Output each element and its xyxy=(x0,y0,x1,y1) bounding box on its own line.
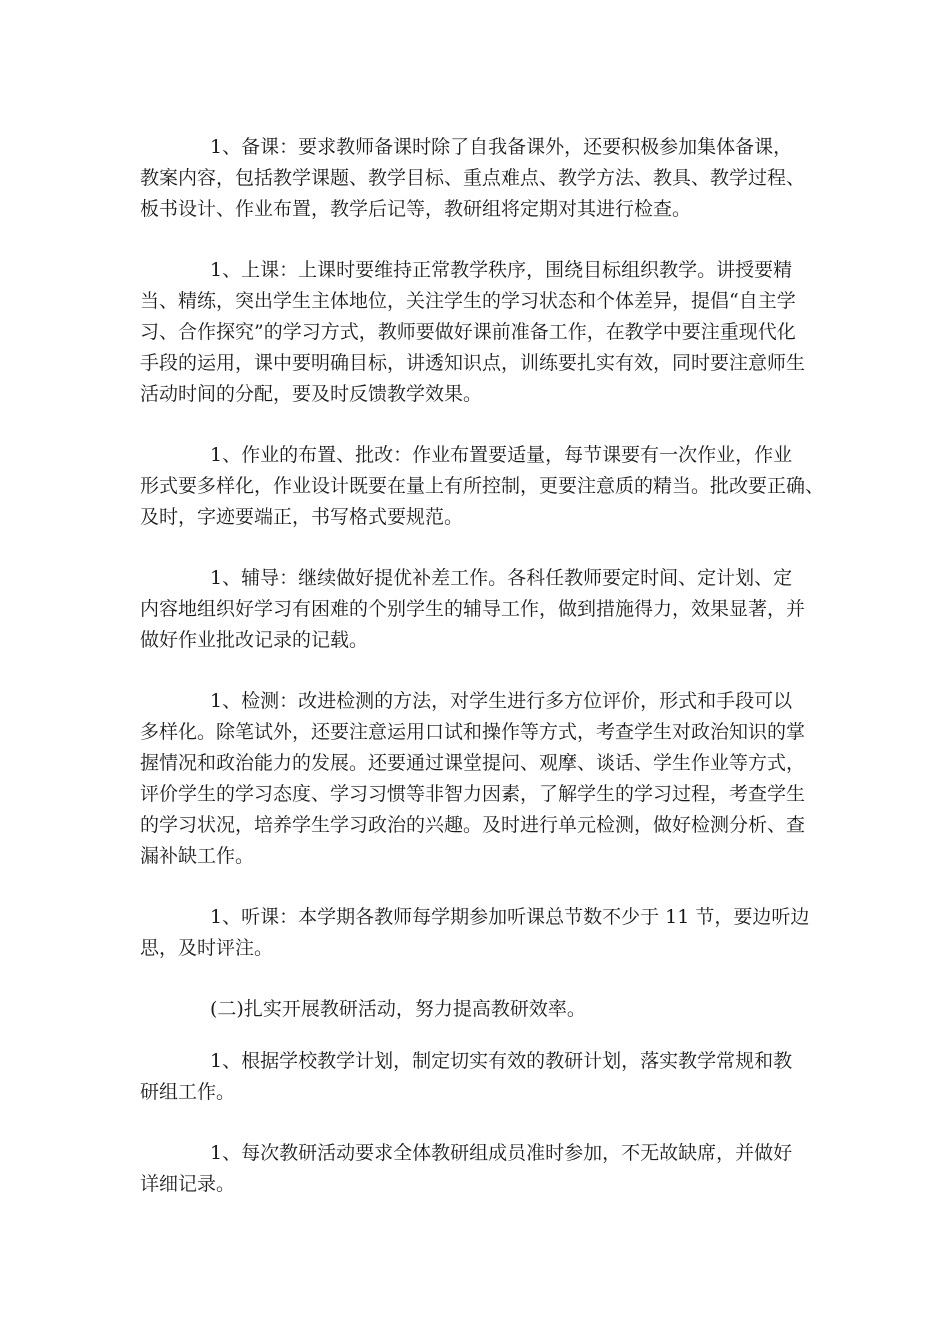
text-line: 习、合作探究”的学习方式，教师要做好课前准备工作，在教学中要注重现代化 xyxy=(140,321,796,343)
paragraph-teaching xyxy=(140,255,830,410)
text-line: 多样化。除笔试外，还要注意运用口试和操作等方式，考查学生对政治知识的掌 xyxy=(140,721,806,743)
text-line: 研组工作。 xyxy=(140,1081,236,1103)
paragraph-lesson-observation xyxy=(140,902,830,964)
text-line: 板书设计、作业布置，教学后记等，教研组将定期对其进行检查。 xyxy=(140,198,692,220)
paragraph-testing xyxy=(140,686,830,872)
paragraph-homework xyxy=(140,440,830,533)
text-line: 1、听课：本学期各教师每学期参加听课总节数不少于 11 节，要边听边 xyxy=(210,906,810,928)
text-line: 1、每次教研活动要求全体教研组成员准时参加，不无故缺席，并做好 xyxy=(210,1142,793,1164)
text-line: (二)扎实开展教研活动，努力提高教研效率。 xyxy=(210,998,586,1020)
text-line: 当、精练，突出学生主体地位，关注学生的学习状态和个体差异，提倡“自主学 xyxy=(140,290,796,312)
text-line: 及时，字迹要端正，书写格式要规范。 xyxy=(140,506,464,528)
text-line: 1、辅导：继续做好提优补差工作。各科任教师要定时间、定计划、定 xyxy=(210,567,793,589)
text-line: 握情况和政治能力的发展。还要通过课堂提问、观摩、谈话、学生作业等方式， xyxy=(140,752,806,774)
text-line: 漏补缺工作。 xyxy=(140,845,255,867)
text-line: 1、根据学校教学计划，制定切实有效的教研计划，落实教学常规和教 xyxy=(210,1050,793,1072)
text-line: 1、上课：上课时要维持正常教学秩序，围绕目标组织教学。讲授要精 xyxy=(210,259,793,281)
paragraph-tutoring xyxy=(140,563,830,656)
text-line: 活动时间的分配，要及时反馈教学效果。 xyxy=(140,383,483,405)
text-line: 教案内容，包括教学课题、教学目标、重点难点、教学方法、教具、教学过程、 xyxy=(140,167,806,189)
paragraph-research-plan xyxy=(140,1046,830,1108)
text-line: 内容地组织好学习有困难的个别学生的辅导工作，做到措施得力，效果显著，并 xyxy=(140,598,806,620)
paragraph-research-activity xyxy=(140,1138,830,1200)
text-line: 1、作业的布置、批改：作业布置要适量，每节课要有一次作业，作业 xyxy=(210,444,793,466)
text-line: 手段的运用，课中要明确目标，讲透知识点，训练要扎实有效，同时要注意师生 xyxy=(140,352,806,374)
text-line: 1、检测：改进检测的方法，对学生进行多方位评价，形式和手段可以 xyxy=(210,690,793,712)
section-heading xyxy=(140,994,830,1025)
text-line: 1、备课：要求教师备课时除了自我备课外，还要积极参加集体备课， xyxy=(210,136,793,158)
text-line: 评价学生的学习态度、学习习惯等非智力因素，了解学生的学习过程，考查学生 xyxy=(140,783,806,805)
text-line: 的学习状况，培养学生学习政治的兴趣。及时进行单元检测，做好检测分析、查 xyxy=(140,814,806,836)
text-line: 思，及时评注。 xyxy=(140,937,274,959)
paragraph-lesson-prep xyxy=(140,132,830,225)
text-line: 做好作业批改记录的记载。 xyxy=(140,629,369,651)
text-line: 形式要多样化，作业设计既要在量上有所控制，更要注意质的精当。批改要正确、 xyxy=(140,475,825,497)
text-line: 详细记录。 xyxy=(140,1173,236,1195)
